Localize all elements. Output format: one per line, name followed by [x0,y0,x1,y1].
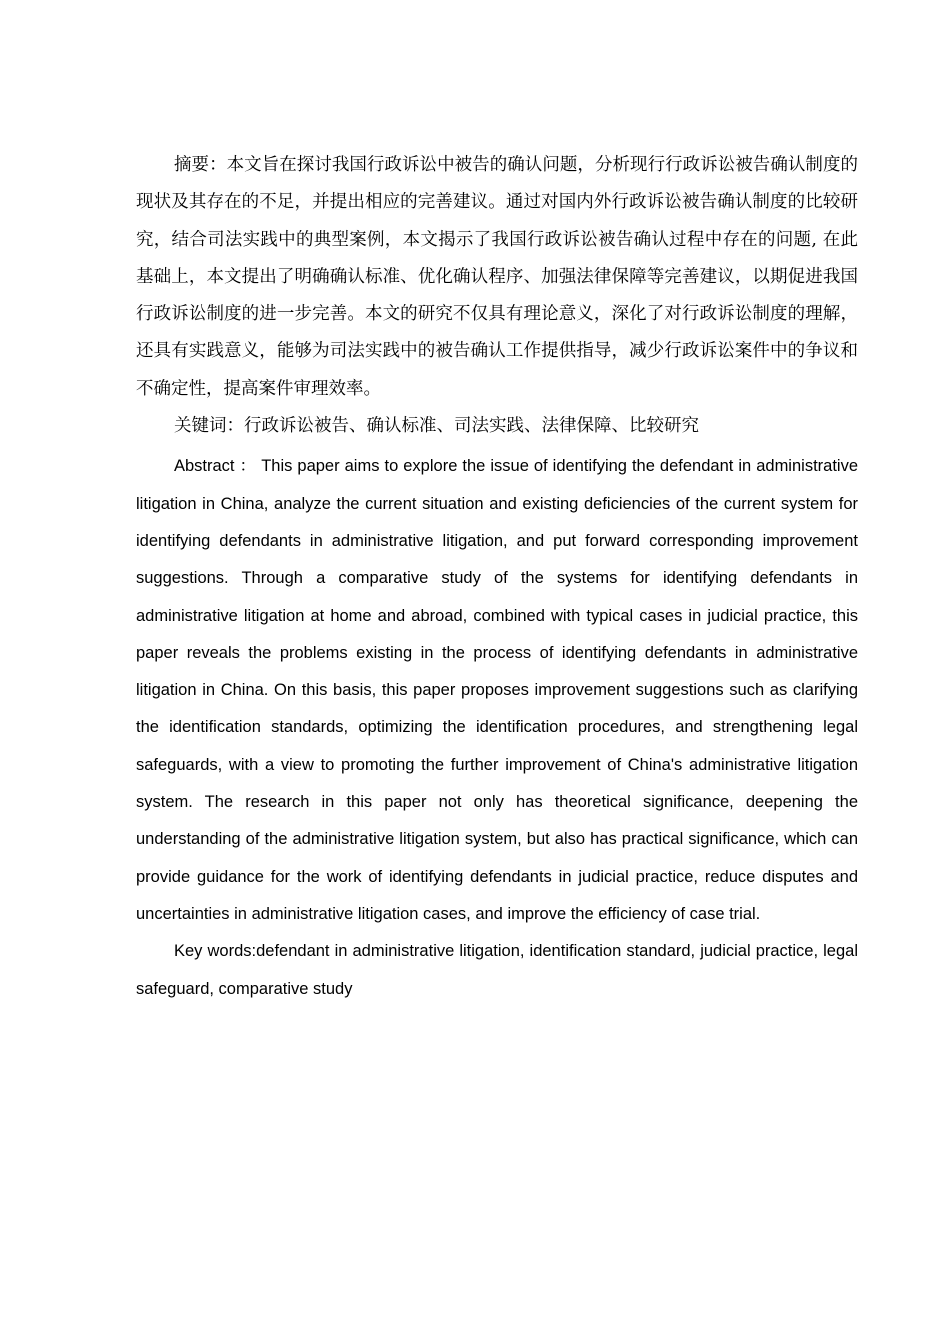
english-abstract-label: Abstract ： [174,457,257,476]
english-abstract [136,448,858,933]
english-keywords [136,933,858,1008]
chinese-abstract-text: 本文旨在探讨我国行政诉讼中被告的确认问题，分析现行行政诉讼被告确认制度的现状及其存在的不足，并提出相应的完善建议。通过对国内外行政诉讼被告确认制度的比较研究，结合司法实践中的典型案例，本文揭示了我国行政诉讼被告确认过程中存在的问题, 在此基础上，本文提出了明确确认标准、优化确认程序、加强法律保障等完善建议，以期促进我国行政诉讼制度的进一步完善。本文的研究不仅具有理论意义，深化了对行政诉讼制度的理解，还具有实践意义，能够为司法实践中的被告确认工作提供指导，减少行政诉讼案件中的争议和不确定性，提高案件审理效率。 [136,155,859,399]
chinese-keywords-text: 行政诉讼被告、确认标准、司法实践、法律保障、比较研究 [244,416,699,437]
chinese-keywords-label: 关键词： [174,416,244,437]
chinese-keywords [136,408,858,445]
english-keywords-text: defendant in administrative litigation, identification standard, judicial practice, legal safeguard, comparative study [136,942,858,998]
chinese-abstract-label: 摘要： [174,155,227,175]
page-content [136,147,858,1008]
english-abstract-text: This paper aims to explore the issue of identifying the defendant in administrative litigation in China, analyze the current situation and existing deficiencies of the current system for identifying defendants in administrative litigation, and put forward corresponding improvement suggestions. Through a comparative study of the systems for identifying defendants in administrative litigation at home and abroad, combined with typical cases in judicial practice, this paper reveals the problems existing in the process of identifying defendants in administrative litigation in China. On this basis, this paper proposes improvement suggestions such as clarifying the identification standards, optimizing the identification procedures, and strengthening legal safeguards, with a view to promoting the further improvement of China's administrative litigation system. The research in this paper not only has theoretical significance, deepening the understanding of the administrative litigation system, but also has practical significance, which can provide guidance for the work of identifying defendants in judicial practice, reduce disputes and uncertainties in administrative litigation cases, and improve the efficiency of case trial. [136,457,859,923]
english-keywords-label: Key words: [174,942,257,961]
chinese-abstract [136,147,858,408]
